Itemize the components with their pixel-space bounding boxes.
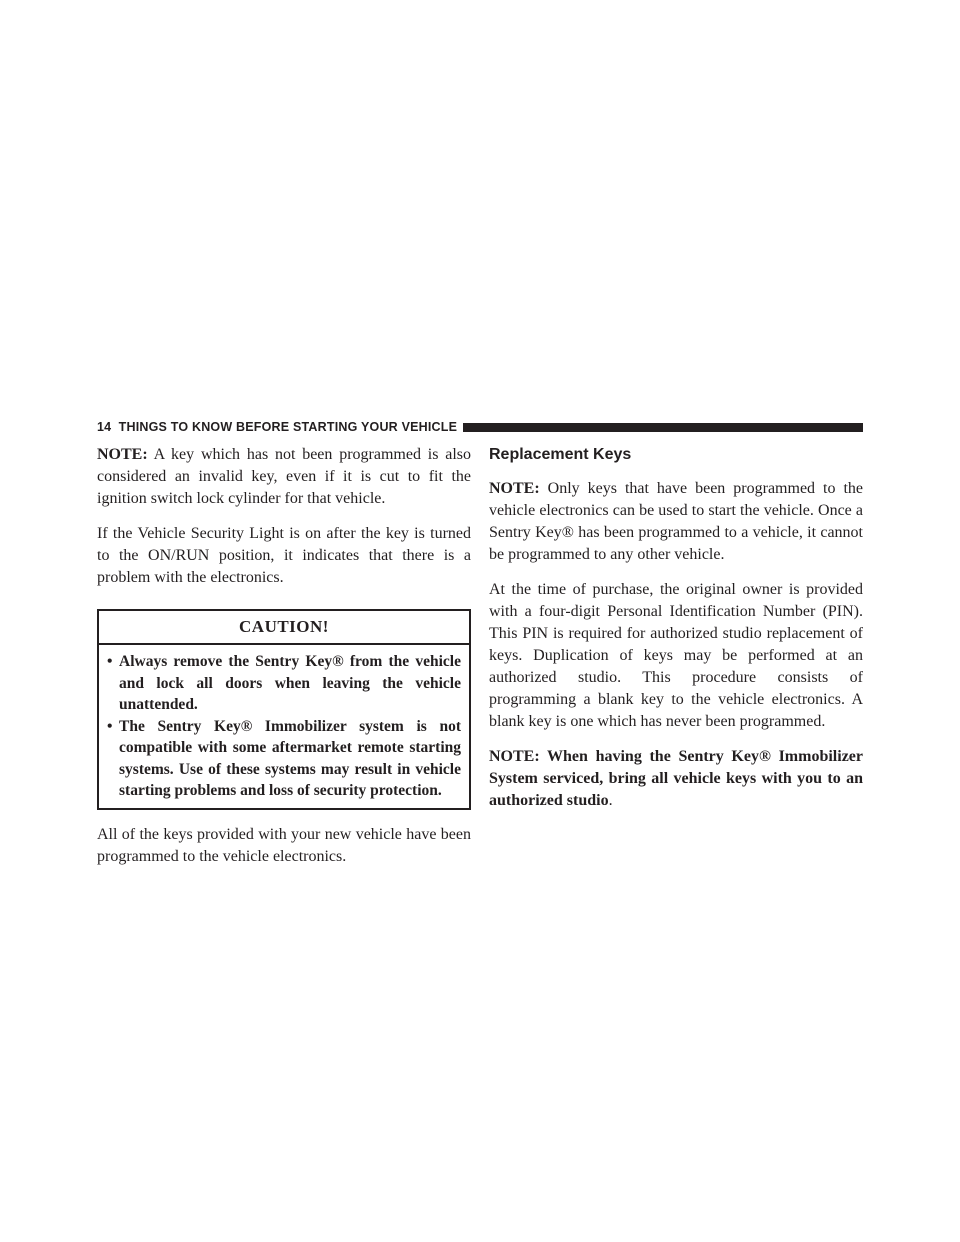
bullet-icon: • [107, 653, 113, 670]
caution-item [107, 651, 461, 716]
caution-box [97, 609, 471, 810]
service-note-paragraph [489, 746, 863, 812]
service-note-end: . [608, 792, 613, 809]
note-paragraph [97, 444, 471, 510]
note-label: NOTE: [489, 480, 540, 497]
right-column [489, 444, 863, 825]
note-paragraph [489, 478, 863, 566]
caution-item-text: The Sentry Key® Immobilizer system is not compatible with some aftermarket remote starting systems. Use of these systems may result in vehicle starting problems and loss of security protection. [119, 717, 461, 799]
page-number: 14 [97, 420, 112, 434]
header-rule [463, 423, 863, 432]
service-note-bold: NOTE: When having the Sentry Key® Immobilizer System serviced, bring all vehicle keys with you to an authorized studio [489, 748, 863, 809]
caution-item-text: Always remove the Sentry Key® from the vehicle and lock all doors when leaving the vehicle unattended. [119, 653, 461, 713]
section-heading: Replacement Keys [489, 446, 632, 463]
left-column [97, 444, 471, 881]
security-light-paragraph: If the Vehicle Security Light is on after the key is turned to the ON/RUN position, it indicates that there is a problem with the electronics. [97, 525, 471, 586]
pin-paragraph: At the time of purchase, the original owner is provided with a four-digit Personal Identification Number (PIN). This PIN is required for authorized studio replacement of keys. Duplication of keys may be performed at an authorized studio. This procedure consists of programming a blank key to the vehicle electronics. A blank key is one which has never been programmed. [489, 581, 863, 730]
note-text: Only keys that have been programmed to the vehicle electronics can be used to start the vehicle. Once a Sentry Key® has been programmed to a vehicle, it cannot be programmed to any other vehicle. [489, 480, 863, 563]
caution-item [107, 716, 461, 802]
caution-list [99, 645, 469, 808]
keys-programmed-paragraph: All of the keys provided with your new vehicle have been programmed to the vehicle electronics. [97, 825, 471, 865]
bullet-icon: • [107, 717, 113, 735]
note-text: A key which has not been programmed is also considered an invalid key, even if it is cut to fit the ignition switch lock cylinder for that vehicle. [97, 446, 471, 507]
section-title: THINGS TO KNOW BEFORE STARTING YOUR VEHICLE [118, 420, 458, 434]
caution-title: CAUTION! [99, 611, 469, 645]
page-header [97, 418, 863, 436]
note-label: NOTE: [97, 446, 148, 463]
